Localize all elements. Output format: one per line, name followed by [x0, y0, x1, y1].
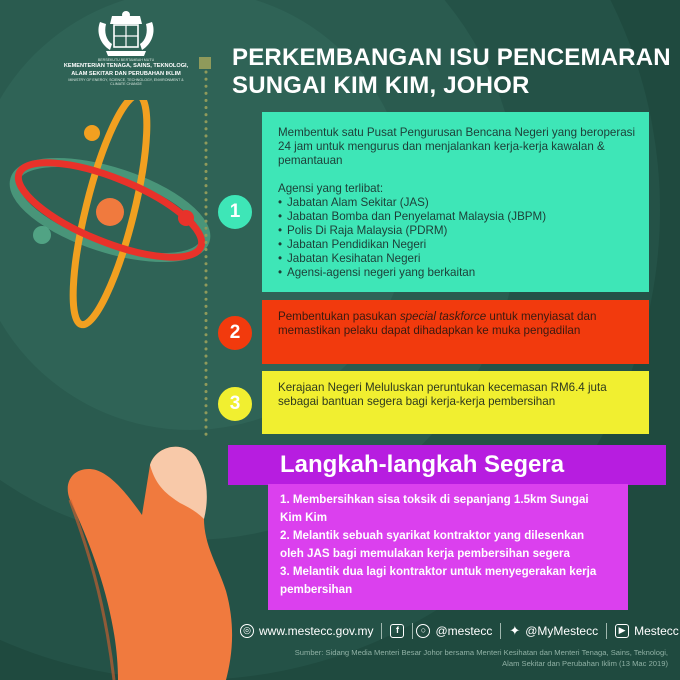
twitter-icon[interactable]: ✦: [509, 623, 521, 638]
coat-of-arms-icon: [92, 10, 160, 58]
logo-ministry-line-2: ALAM SEKITAR DAN PERUBAHAN IKLIM: [71, 71, 181, 78]
langkah-item: 3. Melantik dua lagi kontraktor untuk menyegerakan kerja pembersihan: [280, 565, 597, 596]
title-line-2: SUNGAI KIM KIM, JOHOR: [232, 72, 530, 99]
twitter-handle[interactable]: @MyMestecc: [525, 624, 599, 638]
panel-2-text-after: untuk menyiasat dan memastikan pelaku dapat dihadapkan ke muka pengadilan: [278, 310, 597, 337]
langkah-heading-box: [228, 445, 666, 485]
panel-3: [262, 371, 649, 434]
atom-electron-red: [178, 210, 194, 226]
panel-1-agencies-title: Agensi yang terlibat:: [278, 182, 384, 195]
timeline-dotted-line: [204, 70, 208, 440]
footer-separator: [381, 623, 382, 639]
timeline-top-marker: [199, 57, 211, 69]
footer-social-bar: [240, 621, 679, 641]
logo-motto: BERSEKUTU BERTAMBAH MUTU: [97, 58, 155, 62]
youtube-icon[interactable]: ▶: [615, 624, 629, 638]
step-number-3: 3: [218, 387, 252, 421]
panel-2-text: [278, 310, 636, 338]
logo-ministry-line-1: KEMENTERIAN TENAGA, SAINS, TEKNOLOGI,: [63, 63, 189, 70]
panel-1-intro: Membentuk satu Pusat Pengurusan Bencana Negeri yang beroperasi 24 jam untuk mengurus dan menjalankan kerja-kerja kawalan & pemantauan: [278, 126, 636, 167]
footer-separator: [500, 623, 501, 639]
youtube-handle[interactable]: Mestecc: [634, 624, 679, 638]
agency-item: • Jabatan Pendidikan Negeri: [278, 238, 636, 252]
langkah-body: [268, 484, 628, 610]
step-number-2: 2: [218, 316, 252, 350]
atom-electron-green: [33, 226, 51, 244]
agency-item: • Jabatan Alam Sekitar (JAS): [278, 196, 636, 210]
footer-separator: [412, 623, 413, 639]
panel-1-content: [278, 126, 636, 280]
agency-list: [278, 196, 636, 280]
title-line-1: PERKEMBANGAN ISU PENCEMARAN: [232, 44, 671, 71]
panel-2-text-italic: special taskforce: [399, 310, 487, 323]
agency-item: • Polis Di Raja Malaysia (PDRM): [278, 224, 636, 238]
agency-item: • Agensi-agensi negeri yang berkaitan: [278, 266, 636, 280]
source-note: Sumber: Sidang Media Menteri Besar Johor bersama Menteri Kesihatan dan Menteri Tenaga, Sains, Teknologi, Alam Sekitar dan Perubahan Iklim (13 Mac 2019): [294, 648, 668, 668]
langkah-item: 2. Melantik sebuah syarikat kontraktor yang dilesenkan oleh JAS bagi memulakan kerja pembersihan segera: [280, 529, 585, 560]
atom-electron-orange: [84, 125, 100, 141]
langkah-item: 1. Membersihkan sisa toksik di sepanjang 1.5km Sungai Kim Kim: [280, 493, 589, 524]
website-link[interactable]: www.mestecc.gov.my: [259, 624, 374, 638]
facebook-instagram-handle[interactable]: @mestecc: [435, 624, 493, 638]
panel-2: [262, 300, 649, 364]
agency-item: • Jabatan Bomba dan Penyelamat Malaysia (JBPM): [278, 210, 636, 224]
panel-2-text-before: Pembentukan pasukan: [278, 310, 400, 323]
ministry-logo: [62, 10, 190, 87]
globe-icon: ◎: [240, 624, 254, 638]
instagram-icon[interactable]: ○: [416, 624, 430, 638]
atom-nucleus: [96, 198, 124, 226]
page-title: [232, 44, 671, 100]
facebook-icon[interactable]: f: [390, 624, 404, 638]
panel-3-text: Kerajaan Negeri Meluluskan peruntukan kecemasan RM6.4 juta sebagai bantuan segera bagi kerja-kerja pembersihan: [278, 381, 607, 408]
atom-illustration: [0, 100, 230, 350]
footer-separator: [606, 623, 607, 639]
langkah-list: [280, 491, 610, 599]
step-number-1: 1: [218, 195, 252, 229]
langkah-heading: Langkah-langkah Segera: [280, 451, 565, 478]
panel-1: [262, 112, 649, 292]
logo-ministry-english: MINISTRY OF ENERGY, SCIENCE, TECHNOLOGY, ENVIRONMENT & CLIMATE CHANGE: [68, 78, 184, 87]
agency-item: • Jabatan Kesihatan Negeri: [278, 252, 636, 266]
